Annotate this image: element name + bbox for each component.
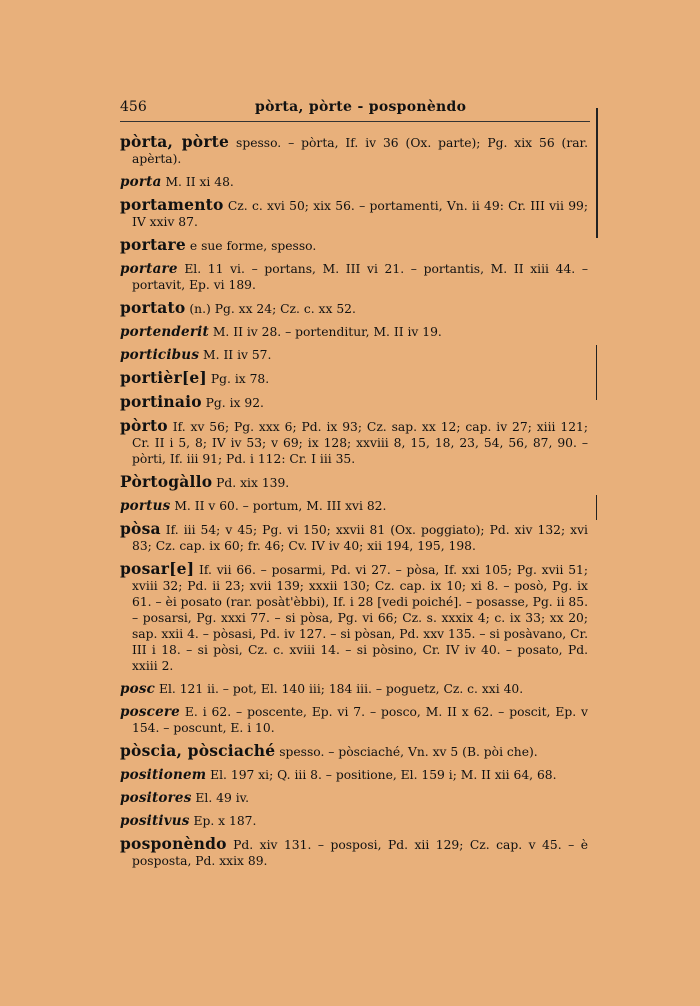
entry: [120, 347, 588, 363]
entry-text: M. II iv 28. – portenditur, M. II iv 19.: [208, 325, 442, 339]
entry: [120, 237, 588, 254]
entry-text: spesso. – pòrta, If. iv 36 (Ox. parte); Pg. xix 56 (rar. apèrta).: [132, 136, 588, 166]
dictionary-entries: [120, 134, 588, 876]
entry-text: Ep. x 187.: [189, 814, 257, 828]
entry-text: Cz. c. xvi 50; xix 56. – portamenti, Vn. ii 49: Cr. III vii 99; IV xxiv 87.: [132, 199, 588, 229]
entry-headword: portare: [120, 261, 178, 277]
entry-text: Pd. xix 139.: [212, 476, 290, 490]
entry-headword: positionem: [120, 767, 207, 783]
entry-headword: portamento: [120, 195, 224, 214]
entry-headword: portièr[e]: [120, 368, 207, 387]
entry: [120, 498, 588, 514]
entry-headword: portato: [120, 298, 186, 317]
entry: [120, 681, 588, 697]
entry-text: Pg. ix 78.: [206, 372, 270, 386]
entry-headword: pòscia, pòsciaché: [120, 741, 276, 760]
entry-headword: portinaio: [120, 392, 202, 411]
entry-headword: porticibus: [120, 347, 200, 363]
entry-text: El. 11 vi. – portans, M. III vi 21. – portantis, M. II xiii 44. – portavit, Ep. vi 189.: [132, 262, 588, 292]
entry: [120, 134, 588, 167]
entry: [120, 836, 588, 869]
entry-text: El. 121 ii. – pot, El. 140 iii; 184 iii. – poguetz, Cz. c. xxi 40.: [155, 682, 524, 696]
entry: [120, 324, 588, 340]
entry: [120, 418, 588, 467]
entry: [120, 790, 588, 806]
entry-text: M. II v 60. – portum, M. III xvi 82.: [170, 499, 387, 513]
entry-text: Pg. ix 92.: [201, 396, 264, 410]
entry: [120, 370, 588, 387]
entry: [120, 561, 588, 674]
entry-headword: positores: [120, 790, 192, 806]
entry-text: spesso. – pòsciaché, Vn. xv 5 (B. pòi che).: [275, 745, 538, 759]
entry-headword: posc: [120, 681, 156, 697]
entry-headword: pòrto: [120, 416, 168, 435]
margin-rule-lower: [596, 495, 597, 520]
entry-headword: positivus: [120, 813, 190, 829]
entry-text: El. 197 xi; Q. iii 8. – positione, El. 159 i; M. II xii 64, 68.: [206, 768, 557, 782]
entry-text: If. xv 56; Pg. xxx 6; Pd. ix 93; Cz. sap. xx 12; cap. iv 27; xiii 121; Cr. II i 5, 8; IV iv 53; v 69; ix 128; xxviii 8, 15, 18, 23, 54, 56, 87, 90. – pòrti, If. iii 91; Pd. i 112: Cr. I iii 35.: [132, 420, 588, 466]
entry: [120, 197, 588, 230]
entry: [120, 394, 588, 411]
entry: [120, 767, 588, 783]
entry: [120, 174, 588, 190]
entry: [120, 521, 588, 554]
entry: [120, 474, 588, 491]
entry-headword: Pòrtogàllo: [120, 472, 213, 491]
entry-headword: pòrta, pòrte: [120, 132, 230, 151]
entry-headword: posponèndo: [120, 834, 227, 853]
entry: [120, 743, 588, 760]
entry-text: M. II iv 57.: [199, 348, 272, 362]
entry: [120, 300, 588, 317]
entry: [120, 813, 588, 829]
entry-headword: portenderit: [120, 324, 209, 340]
entry-text: (n.) Pg. xx 24; Cz. c. xx 52.: [185, 302, 356, 316]
entry-headword: porta: [120, 174, 162, 190]
entry-text: If. vii 66. – posarmi, Pd. vi 27. – pòsa, If. xxi 105; Pg. xvii 51; xviii 32; Pd. ii 23; xvii 139; xxxii 130; Cz. cap. ix 10; xi 8. – posò, Pg. ix 61. – èi posato (rar. posàt'èbbi), If. i 28 [vedi poiché]. – posasse, Pg. ii 85. – posarsi, Pg. xxxi 77. – si pòsa, Pg. vi 66; Cz. s. xxxix 4; c. ix 33; xx 20; sap. xxii 4. – pòsasi, Pd. iv 127. – si pòsan, Pd. xxv 135. – si posàvano, Cr. III i 18. – si pòsi, Cz. c. xviii 14. – si pòsino, Cr. IV iv 40. – posato, Pd. xxiii 2.: [132, 563, 588, 673]
entry: [120, 261, 588, 293]
header-rule: [120, 121, 590, 122]
running-head: pòrta, pòrte - posponèndo: [255, 99, 467, 115]
entry-headword: portus: [120, 498, 171, 514]
entry: [120, 704, 588, 736]
entry-text: Pd. xiv 131. – posposi, Pd. xii 129; Cz. cap. v 45. – è posposta, Pd. xxix 89.: [132, 838, 588, 868]
margin-rule-top: [596, 108, 598, 238]
entry-text: E. i 62. – poscente, Ep. vi 7. – posco, M. II x 62. – poscit, Ep. v 154. – poscunt, E. i 10.: [132, 705, 588, 735]
entry-headword: pòsa: [120, 519, 161, 538]
entry-text: If. iii 54; v 45; Pg. vi 150; xxvii 81 (Ox. poggiato); Pd. xiv 132; xvi 83; Cz. cap. ix 60; fr. 46; Cv. IV iv 40; xii 194, 195, 198.: [132, 523, 588, 553]
entry-text: e sue forme, spesso.: [185, 239, 317, 253]
entry-headword: poscere: [120, 704, 180, 720]
entry-text: M. II xi 48.: [161, 175, 234, 189]
entry-headword: portare: [120, 235, 186, 254]
entry-text: El. 49 iv.: [191, 791, 250, 805]
margin-rule-middle: [596, 345, 597, 400]
entry-headword: posar[e]: [120, 559, 195, 578]
page-number: 456: [120, 99, 147, 115]
